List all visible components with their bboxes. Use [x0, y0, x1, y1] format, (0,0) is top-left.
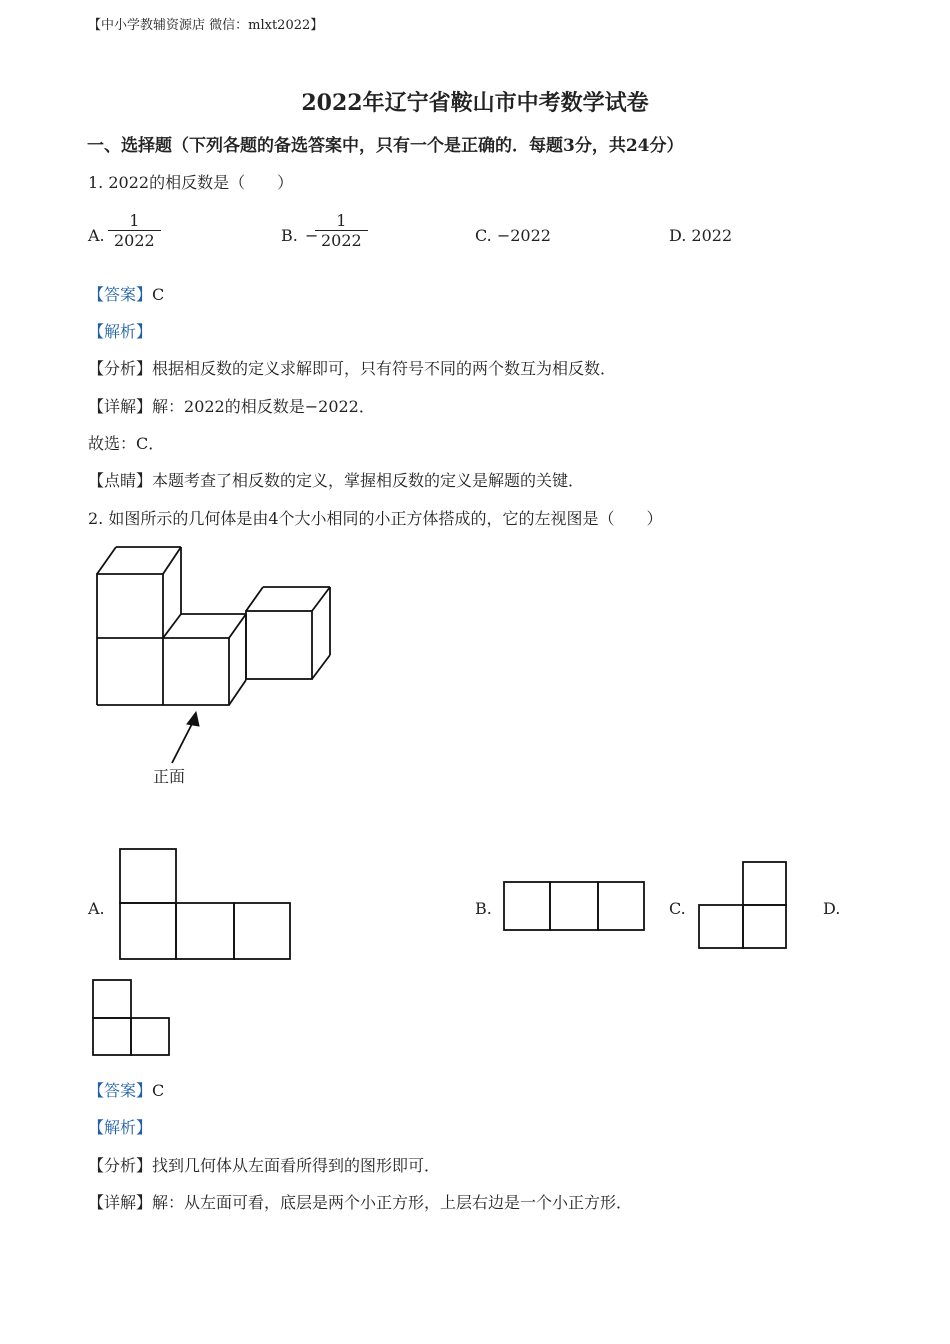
q1-option-b-sign: −: [305, 226, 319, 245]
q2-xiangjie: [88, 1190, 632, 1213]
q1-guxuan: 故选：C．: [88, 434, 165, 453]
q2-analysis-tag: 【解析】: [88, 1118, 153, 1137]
q1-option-a-denominator: 2022: [108, 230, 161, 250]
q2-option-a-label: A.: [88, 899, 105, 918]
answer-tag: 【答案】: [88, 1081, 153, 1100]
section-heading: 一、选择题（下列各题的备选答案中，只有一个是正确的．每题3分，共24分）: [87, 136, 684, 156]
xiangjie-text: 解：2022的相反数是−2022．: [152, 397, 375, 416]
fenxi-text: 找到几何体从左面看所得到的图形即可．: [152, 1156, 441, 1175]
q1-option-d: D. 2022: [669, 226, 733, 245]
front-label: 正面: [153, 767, 186, 786]
xiangjie-tag: 【详解】: [88, 397, 153, 416]
q2-option-c-label: C.: [669, 899, 686, 918]
dianjing-tag: 【点睛】: [88, 471, 153, 490]
fenxi-tag: 【分析】: [88, 359, 153, 378]
xiangjie-tag: 【详解】: [88, 1193, 153, 1212]
xiangjie-text: 解：从左面可看，底层是两个小正方形，上层右边是一个小正方形．: [152, 1193, 633, 1212]
q2-stem: 2. 如图所示的几何体是由4个大小相同的小正方体搭成的，它的左视图是（ ）: [88, 509, 663, 528]
q2-answer: [88, 1078, 164, 1101]
q1-stem: 1. 2022的相反数是（ ）: [88, 173, 294, 192]
q1-option-a-label: A.: [88, 226, 105, 245]
page-header: 【中小学教辅资源店 微信：mlxt2022】: [88, 18, 324, 33]
q1-option-b-numerator: 1: [336, 211, 347, 230]
q1-option-b-label: B.: [281, 226, 298, 245]
fenxi-tag: 【分析】: [88, 1156, 153, 1175]
answer-tag: 【答案】: [88, 285, 153, 304]
q1-option-c: C. −2022: [475, 226, 551, 245]
answer-value: C: [152, 285, 165, 304]
dianjing-text: 本题考查了相反数的定义，掌握相反数的定义是解题的关键．: [152, 471, 585, 490]
answer-value: C: [152, 1081, 165, 1100]
q2-option-b-label: B.: [475, 899, 492, 918]
q1-option-b-denominator: 2022: [315, 230, 368, 250]
q2-fenxi: [88, 1153, 440, 1176]
page-title: 2022年辽宁省鞍山市中考数学试卷: [301, 90, 649, 116]
q2-option-d-label: D.: [823, 899, 841, 918]
q1-analysis-tag: 【解析】: [88, 322, 153, 341]
q1-option-a-numerator: 1: [129, 211, 140, 230]
fenxi-text: 根据相反数的定义求解即可，只有符号不同的两个数互为相反数．: [152, 359, 617, 378]
